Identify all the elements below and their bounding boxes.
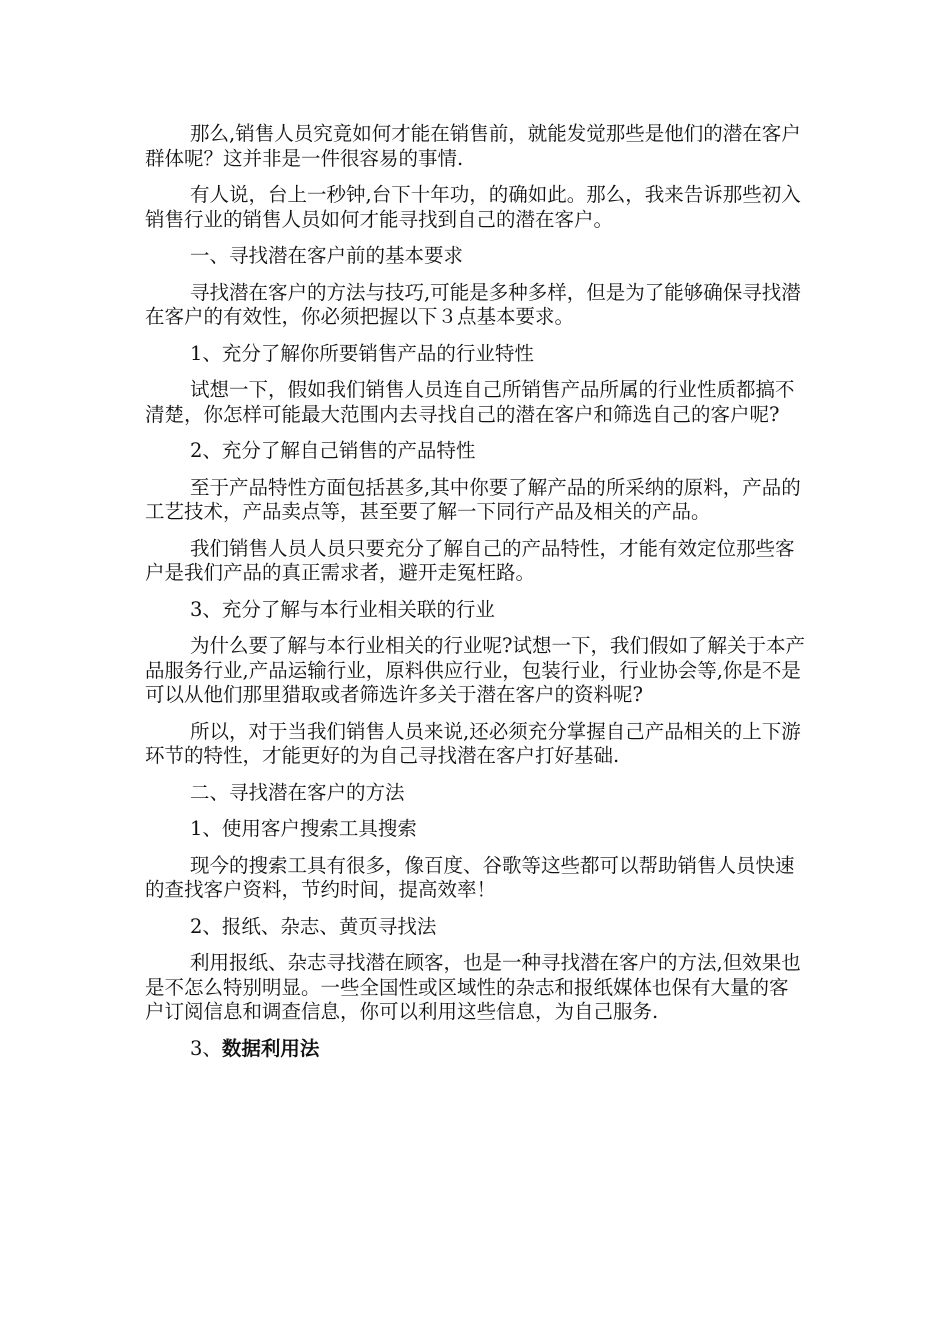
paragraph-newspapers: 利用报纸、杂志寻找潜在顾客，也是一种寻找潜在客户的方法,但效果也是不怎么特别明显。一些全国性或区域性的杂志和报纸媒体也保有大量的客户订阅信息和调查信息，你可以利用这些信息，为自己服务. xyxy=(145,951,801,1023)
paragraph-product-characteristics-2: 我们销售人员人员只要充分了解自己的产品特性，才能有效定位那些客户是我们产品的真正需求者，避开走冤枉路。 xyxy=(145,536,795,584)
paragraph-industry-characteristics: 试想一下，假如我们销售人员连自己所销售产品所属的行业性质都搞不清楚，你怎样可能最大范围内去寻找自己的潜在客户和筛选自己的客户呢? xyxy=(145,378,795,426)
subheading-industry-characteristics: 1、充分了解你所要销售产品的行业特性 xyxy=(190,341,534,365)
subheading-product-characteristics: 2、充分了解自己销售的产品特性 xyxy=(190,439,476,462)
subheading-number: 3、 xyxy=(190,1036,222,1060)
paragraph-requirements-intro: 寻找潜在客户的方法与技巧,可能是多种多样，但是为了能够确保寻找潜在客户的有效性，你必须把握以下３点基本要求。 xyxy=(145,280,801,328)
paragraph-intro-1: 那么,销售人员究竟如何才能在销售前，就能发觉那些是他们的潜在客户群体呢？这并非是一件很容易的事情. xyxy=(145,122,801,170)
subheading-title: 数据利用法 xyxy=(221,1036,320,1060)
subheading-newspapers: 2、报纸、杂志、黄页寻找法 xyxy=(190,914,437,938)
document-page xyxy=(145,122,805,1073)
subheading-related-industries: 3、充分了解与本行业相关联的行业 xyxy=(190,597,495,621)
paragraph-search-tools: 现今的搜索工具有很多，像百度、谷歌等这些都可以帮助销售人员快速的查找客户资料，节约时间，提高效率！ xyxy=(145,853,795,901)
paragraph-intro-2: 有人说，台上一秒钟,台下十年功，的确如此。那么，我来告诉那些初入销售行业的销售人员如何才能寻找到自己的潜在客户。 xyxy=(145,183,801,231)
paragraph-product-characteristics: 至于产品特性方面包括甚多,其中你要了解产品的所采纳的原料，产品的工艺技术，产品卖点等，甚至要了解一下同行产品及相关的产品。 xyxy=(145,475,801,523)
section-heading-basic-requirements: 一、寻找潜在客户前的基本要求 xyxy=(190,244,464,267)
section-heading-methods: 二、寻找潜在客户的方法 xyxy=(190,780,405,804)
subheading-data-utilization xyxy=(145,1037,805,1062)
subheading-search-tools: 1、使用客户搜索工具搜索 xyxy=(190,817,417,840)
paragraph-related-industries: 为什么要了解与本行业相关的行业呢?试想一下，我们假如了解关于本产品服务行业,产品运输行业，原料供应行业，包装行业，行业协会等,你是不是可以从他们那里猎取或者筛选许多关于潜在客户的资料呢? xyxy=(145,634,805,706)
paragraph-related-industries-2: 所以，对于当我们销售人员来说,还必须充分掌握自己产品相关的上下游环节的特性，才能更好的为自己寻找潜在客户打好基础. xyxy=(145,719,801,767)
